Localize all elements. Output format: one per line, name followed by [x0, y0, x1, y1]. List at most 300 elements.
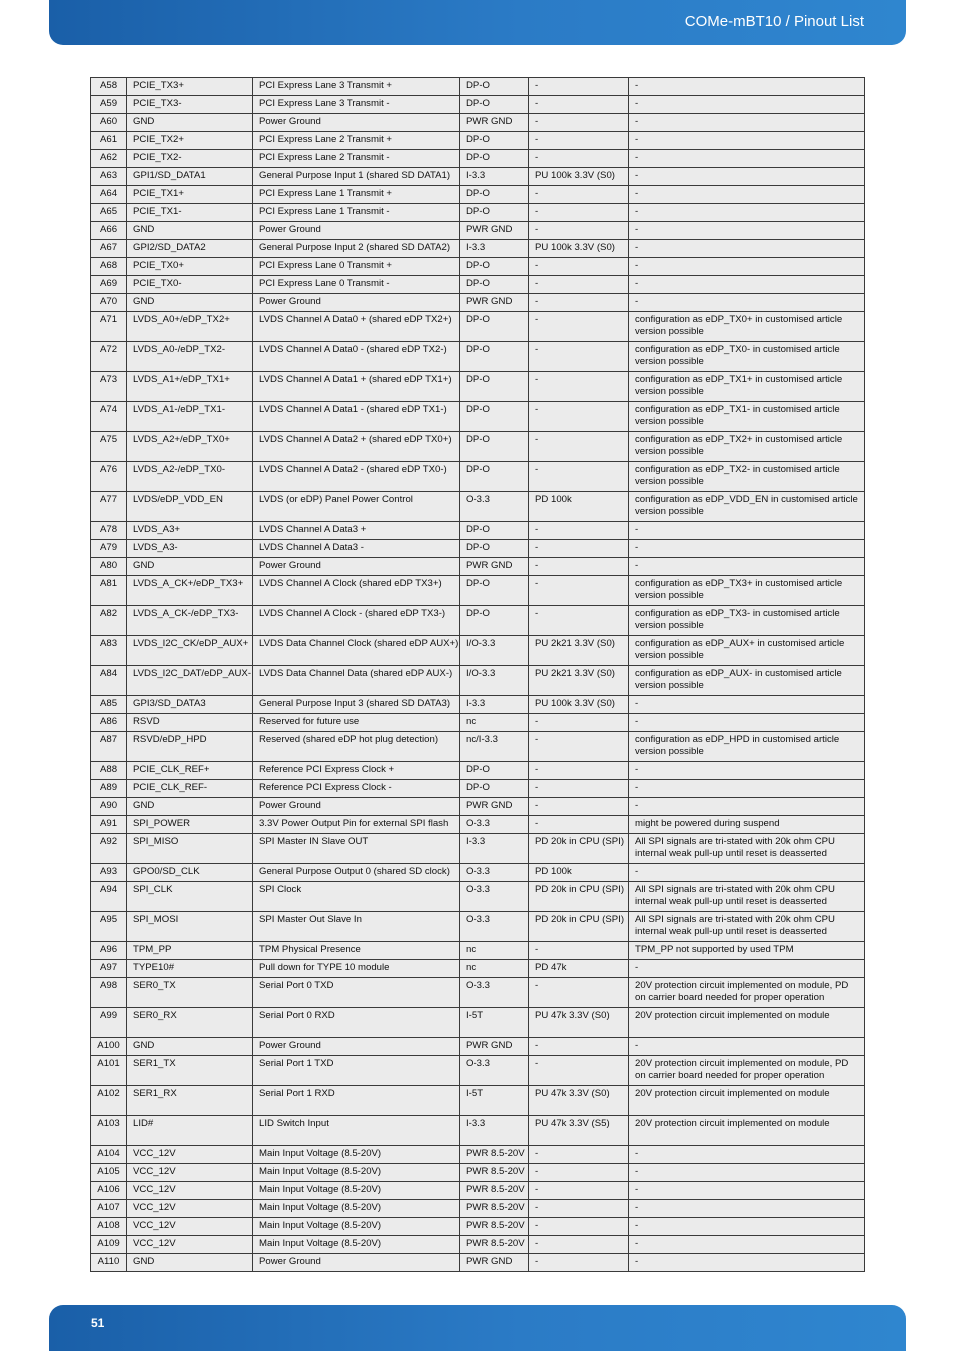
- table-row: [91, 1038, 865, 1056]
- signal-cell: LVDS_A3-: [127, 540, 253, 558]
- pin-cell: A83: [91, 636, 127, 666]
- description-cell: SPI Master IN Slave OUT: [253, 834, 460, 864]
- table-row: [91, 606, 865, 636]
- pin-cell: A63: [91, 168, 127, 186]
- table-row: [91, 240, 865, 258]
- signal-cell: LVDS_A_CK-/eDP_TX3-: [127, 606, 253, 636]
- pin-cell: A72: [91, 342, 127, 372]
- signal-cell: GND: [127, 294, 253, 312]
- pin-cell: A81: [91, 576, 127, 606]
- comment-cell: configuration as eDP_AUX+ in customised article version possible: [629, 636, 865, 666]
- pin-cell: A60: [91, 114, 127, 132]
- pin-cell: A98: [91, 978, 127, 1008]
- pin-cell: A58: [91, 78, 127, 96]
- description-cell: Main Input Voltage (8.5-20V): [253, 1164, 460, 1182]
- comment-cell: configuration as eDP_HPD in customised article version possible: [629, 732, 865, 762]
- signal-cell: PCIE_TX2-: [127, 150, 253, 168]
- type-cell: DP-O: [460, 432, 529, 462]
- pin-cell: A107: [91, 1200, 127, 1218]
- termination-cell: -: [529, 540, 629, 558]
- description-cell: LVDS Channel A Data0 + (shared eDP TX2+): [253, 312, 460, 342]
- table-row: [91, 1218, 865, 1236]
- pin-cell: A78: [91, 522, 127, 540]
- termination-cell: -: [529, 462, 629, 492]
- termination-cell: PU 47k 3.3V (S0): [529, 1086, 629, 1116]
- table-row: [91, 132, 865, 150]
- table-row: [91, 1008, 865, 1038]
- type-cell: O-3.3: [460, 864, 529, 882]
- termination-cell: PD 100k: [529, 864, 629, 882]
- table-row: [91, 114, 865, 132]
- pin-cell: A76: [91, 462, 127, 492]
- table-row: [91, 762, 865, 780]
- pin-cell: A105: [91, 1164, 127, 1182]
- comment-cell: -: [629, 114, 865, 132]
- signal-cell: RSVD/eDP_HPD: [127, 732, 253, 762]
- description-cell: LVDS Channel A Data1 + (shared eDP TX1+): [253, 372, 460, 402]
- type-cell: PWR 8.5-20V: [460, 1200, 529, 1218]
- table-row: [91, 78, 865, 96]
- type-cell: DP-O: [460, 258, 529, 276]
- type-cell: O-3.3: [460, 882, 529, 912]
- signal-cell: GND: [127, 798, 253, 816]
- description-cell: LVDS Channel A Data0 - (shared eDP TX2-): [253, 342, 460, 372]
- table-row: [91, 912, 865, 942]
- pin-cell: A65: [91, 204, 127, 222]
- description-cell: Main Input Voltage (8.5-20V): [253, 1218, 460, 1236]
- termination-cell: -: [529, 816, 629, 834]
- comment-cell: -: [629, 204, 865, 222]
- pin-cell: A68: [91, 258, 127, 276]
- pin-cell: A79: [91, 540, 127, 558]
- signal-cell: PCIE_CLK_REF-: [127, 780, 253, 798]
- table-row: [91, 96, 865, 114]
- table-row: [91, 1182, 865, 1200]
- description-cell: SPI Clock: [253, 882, 460, 912]
- signal-cell: SER0_RX: [127, 1008, 253, 1038]
- pin-cell: A74: [91, 402, 127, 432]
- type-cell: PWR 8.5-20V: [460, 1236, 529, 1254]
- table-row: [91, 666, 865, 696]
- termination-cell: -: [529, 276, 629, 294]
- table-row: [91, 276, 865, 294]
- termination-cell: -: [529, 1218, 629, 1236]
- table-row: [91, 432, 865, 462]
- type-cell: I/O-3.3: [460, 666, 529, 696]
- description-cell: Power Ground: [253, 294, 460, 312]
- comment-cell: -: [629, 276, 865, 294]
- signal-cell: GND: [127, 222, 253, 240]
- termination-cell: -: [529, 1254, 629, 1272]
- type-cell: DP-O: [460, 186, 529, 204]
- pin-cell: A94: [91, 882, 127, 912]
- table-row: [91, 942, 865, 960]
- pin-cell: A103: [91, 1116, 127, 1146]
- type-cell: O-3.3: [460, 912, 529, 942]
- description-cell: LID Switch Input: [253, 1116, 460, 1146]
- termination-cell: -: [529, 606, 629, 636]
- table-row: [91, 258, 865, 276]
- comment-cell: -: [629, 150, 865, 168]
- signal-cell: VCC_12V: [127, 1236, 253, 1254]
- table-row: [91, 960, 865, 978]
- table-row: [91, 204, 865, 222]
- pin-cell: A87: [91, 732, 127, 762]
- description-cell: LVDS Channel A Clock (shared eDP TX3+): [253, 576, 460, 606]
- table-row: [91, 558, 865, 576]
- pin-cell: A109: [91, 1236, 127, 1254]
- termination-cell: -: [529, 1164, 629, 1182]
- signal-cell: LVDS_A0-/eDP_TX2-: [127, 342, 253, 372]
- termination-cell: -: [529, 372, 629, 402]
- type-cell: I/O-3.3: [460, 636, 529, 666]
- termination-cell: -: [529, 114, 629, 132]
- pin-cell: A61: [91, 132, 127, 150]
- termination-cell: PU 100k 3.3V (S0): [529, 168, 629, 186]
- signal-cell: PCIE_TX3+: [127, 78, 253, 96]
- signal-cell: SER1_TX: [127, 1056, 253, 1086]
- comment-cell: -: [629, 780, 865, 798]
- type-cell: I-3.3: [460, 1116, 529, 1146]
- type-cell: DP-O: [460, 780, 529, 798]
- table-row: [91, 1086, 865, 1116]
- table-row: [91, 1056, 865, 1086]
- termination-cell: -: [529, 132, 629, 150]
- signal-cell: TPM_PP: [127, 942, 253, 960]
- termination-cell: -: [529, 78, 629, 96]
- termination-cell: PU 47k 3.3V (S0): [529, 1008, 629, 1038]
- comment-cell: configuration as eDP_TX0- in customised article version possible: [629, 342, 865, 372]
- type-cell: I-3.3: [460, 696, 529, 714]
- comment-cell: -: [629, 540, 865, 558]
- table-row: [91, 864, 865, 882]
- description-cell: Serial Port 0 RXD: [253, 1008, 460, 1038]
- table-row: [91, 342, 865, 372]
- description-cell: General Purpose Input 2 (shared SD DATA2): [253, 240, 460, 258]
- table-row: [91, 294, 865, 312]
- comment-cell: -: [629, 168, 865, 186]
- type-cell: PWR 8.5-20V: [460, 1218, 529, 1236]
- table-row: [91, 402, 865, 432]
- comment-cell: -: [629, 696, 865, 714]
- termination-cell: -: [529, 1200, 629, 1218]
- pin-cell: A106: [91, 1182, 127, 1200]
- comment-cell: -: [629, 222, 865, 240]
- signal-cell: PCIE_TX3-: [127, 96, 253, 114]
- type-cell: DP-O: [460, 150, 529, 168]
- table-row: [91, 522, 865, 540]
- description-cell: Power Ground: [253, 222, 460, 240]
- signal-cell: SER1_RX: [127, 1086, 253, 1116]
- document-title: COMe-mBT10 / Pinout List: [684, 13, 864, 30]
- termination-cell: -: [529, 342, 629, 372]
- description-cell: LVDS (or eDP) Panel Power Control: [253, 492, 460, 522]
- table-row: [91, 882, 865, 912]
- comment-cell: configuration as eDP_TX3+ in customised article version possible: [629, 576, 865, 606]
- termination-cell: -: [529, 522, 629, 540]
- termination-cell: -: [529, 204, 629, 222]
- description-cell: Power Ground: [253, 1038, 460, 1056]
- type-cell: I-5T: [460, 1008, 529, 1038]
- type-cell: I-5T: [460, 1086, 529, 1116]
- pin-cell: A91: [91, 816, 127, 834]
- type-cell: DP-O: [460, 606, 529, 636]
- termination-cell: -: [529, 762, 629, 780]
- description-cell: PCI Express Lane 3 Transmit +: [253, 78, 460, 96]
- table-row: [91, 780, 865, 798]
- description-cell: LVDS Channel A Clock - (shared eDP TX3-): [253, 606, 460, 636]
- description-cell: LVDS Data Channel Clock (shared eDP AUX+): [253, 636, 460, 666]
- description-cell: PCI Express Lane 0 Transmit +: [253, 258, 460, 276]
- pin-cell: A71: [91, 312, 127, 342]
- table-row: [91, 1116, 865, 1146]
- pin-cell: A97: [91, 960, 127, 978]
- description-cell: Reference PCI Express Clock +: [253, 762, 460, 780]
- signal-cell: LVDS_I2C_CK/eDP_AUX+: [127, 636, 253, 666]
- comment-cell: -: [629, 186, 865, 204]
- type-cell: DP-O: [460, 276, 529, 294]
- comment-cell: -: [629, 558, 865, 576]
- description-cell: Power Ground: [253, 558, 460, 576]
- description-cell: 3.3V Power Output Pin for external SPI flash: [253, 816, 460, 834]
- table-row: [91, 696, 865, 714]
- termination-cell: PD 100k: [529, 492, 629, 522]
- type-cell: nc: [460, 714, 529, 732]
- termination-cell: -: [529, 978, 629, 1008]
- comment-cell: All SPI signals are tri-stated with 20k ohm CPU internal weak pull-up until reset is deasserted: [629, 834, 865, 864]
- termination-cell: PU 100k 3.3V (S0): [529, 240, 629, 258]
- description-cell: PCI Express Lane 0 Transmit -: [253, 276, 460, 294]
- signal-cell: RSVD: [127, 714, 253, 732]
- signal-cell: GPI1/SD_DATA1: [127, 168, 253, 186]
- type-cell: DP-O: [460, 132, 529, 150]
- pin-cell: A64: [91, 186, 127, 204]
- type-cell: PWR GND: [460, 114, 529, 132]
- termination-cell: -: [529, 1038, 629, 1056]
- termination-cell: -: [529, 402, 629, 432]
- description-cell: Main Input Voltage (8.5-20V): [253, 1182, 460, 1200]
- table-row: [91, 732, 865, 762]
- termination-cell: PU 2k21 3.3V (S0): [529, 666, 629, 696]
- description-cell: Main Input Voltage (8.5-20V): [253, 1146, 460, 1164]
- signal-cell: PCIE_TX2+: [127, 132, 253, 150]
- comment-cell: configuration as eDP_TX2+ in customised article version possible: [629, 432, 865, 462]
- pin-cell: A59: [91, 96, 127, 114]
- type-cell: I-3.3: [460, 240, 529, 258]
- type-cell: DP-O: [460, 78, 529, 96]
- pin-cell: A86: [91, 714, 127, 732]
- comment-cell: 20V protection circuit implemented on module: [629, 1008, 865, 1038]
- signal-cell: PCIE_CLK_REF+: [127, 762, 253, 780]
- comment-cell: -: [629, 1218, 865, 1236]
- pinout-table-body: [91, 78, 865, 1272]
- type-cell: DP-O: [460, 312, 529, 342]
- table-row: [91, 1236, 865, 1254]
- table-row: [91, 576, 865, 606]
- comment-cell: -: [629, 798, 865, 816]
- comment-cell: -: [629, 78, 865, 96]
- signal-cell: GND: [127, 1038, 253, 1056]
- table-row: [91, 714, 865, 732]
- termination-cell: PU 47k 3.3V (S5): [529, 1116, 629, 1146]
- comment-cell: configuration as eDP_AUX- in customised article version possible: [629, 666, 865, 696]
- table-row: [91, 978, 865, 1008]
- comment-cell: -: [629, 1200, 865, 1218]
- termination-cell: -: [529, 1146, 629, 1164]
- signal-cell: GND: [127, 1254, 253, 1272]
- type-cell: PWR GND: [460, 222, 529, 240]
- pin-cell: A104: [91, 1146, 127, 1164]
- termination-cell: PU 2k21 3.3V (S0): [529, 636, 629, 666]
- comment-cell: -: [629, 132, 865, 150]
- pin-cell: A62: [91, 150, 127, 168]
- pin-cell: A108: [91, 1218, 127, 1236]
- pin-cell: A102: [91, 1086, 127, 1116]
- termination-cell: -: [529, 798, 629, 816]
- description-cell: LVDS Channel A Data2 - (shared eDP TX0-): [253, 462, 460, 492]
- comment-cell: -: [629, 240, 865, 258]
- signal-cell: VCC_12V: [127, 1164, 253, 1182]
- pin-cell: A67: [91, 240, 127, 258]
- pin-cell: A99: [91, 1008, 127, 1038]
- signal-cell: LVDS_I2C_DAT/eDP_AUX-: [127, 666, 253, 696]
- table-row: [91, 462, 865, 492]
- type-cell: PWR 8.5-20V: [460, 1146, 529, 1164]
- description-cell: SPI Master Out Slave In: [253, 912, 460, 942]
- pin-cell: A88: [91, 762, 127, 780]
- comment-cell: 20V protection circuit implemented on module: [629, 1086, 865, 1116]
- comment-cell: -: [629, 294, 865, 312]
- description-cell: PCI Express Lane 3 Transmit -: [253, 96, 460, 114]
- description-cell: Power Ground: [253, 1254, 460, 1272]
- pin-cell: A96: [91, 942, 127, 960]
- table-row: [91, 1164, 865, 1182]
- page-number: 51: [91, 1316, 105, 1330]
- termination-cell: -: [529, 1236, 629, 1254]
- comment-cell: -: [629, 1254, 865, 1272]
- termination-cell: PD 20k in CPU (SPI): [529, 834, 629, 864]
- signal-cell: GPO0/SD_CLK: [127, 864, 253, 882]
- description-cell: Reserved for future use: [253, 714, 460, 732]
- signal-cell: SPI_MISO: [127, 834, 253, 864]
- comment-cell: -: [629, 714, 865, 732]
- pin-cell: A85: [91, 696, 127, 714]
- termination-cell: -: [529, 432, 629, 462]
- pin-cell: A70: [91, 294, 127, 312]
- table-row: [91, 816, 865, 834]
- type-cell: DP-O: [460, 96, 529, 114]
- comment-cell: TPM_PP not supported by used TPM: [629, 942, 865, 960]
- pin-cell: A95: [91, 912, 127, 942]
- pin-cell: A84: [91, 666, 127, 696]
- table-row: [91, 168, 865, 186]
- termination-cell: -: [529, 294, 629, 312]
- comment-cell: All SPI signals are tri-stated with 20k ohm CPU internal weak pull-up until reset is deasserted: [629, 882, 865, 912]
- description-cell: TPM Physical Presence: [253, 942, 460, 960]
- signal-cell: TYPE10#: [127, 960, 253, 978]
- type-cell: nc: [460, 960, 529, 978]
- signal-cell: GND: [127, 558, 253, 576]
- pin-cell: A92: [91, 834, 127, 864]
- signal-cell: LVDS_A1+/eDP_TX1+: [127, 372, 253, 402]
- description-cell: LVDS Channel A Data2 + (shared eDP TX0+): [253, 432, 460, 462]
- type-cell: PWR GND: [460, 294, 529, 312]
- signal-cell: PCIE_TX1-: [127, 204, 253, 222]
- table-row: [91, 636, 865, 666]
- footer-band: [49, 1305, 906, 1351]
- table-row: [91, 1254, 865, 1272]
- signal-cell: GPI2/SD_DATA2: [127, 240, 253, 258]
- termination-cell: -: [529, 312, 629, 342]
- signal-cell: LVDS_A1-/eDP_TX1-: [127, 402, 253, 432]
- table-row: [91, 372, 865, 402]
- description-cell: Power Ground: [253, 798, 460, 816]
- description-cell: Reference PCI Express Clock -: [253, 780, 460, 798]
- pin-cell: A101: [91, 1056, 127, 1086]
- description-cell: LVDS Channel A Data3 -: [253, 540, 460, 558]
- table-row: [91, 150, 865, 168]
- description-cell: General Purpose Output 0 (shared SD clock): [253, 864, 460, 882]
- type-cell: DP-O: [460, 342, 529, 372]
- type-cell: DP-O: [460, 372, 529, 402]
- type-cell: DP-O: [460, 522, 529, 540]
- description-cell: Power Ground: [253, 114, 460, 132]
- table-row: [91, 312, 865, 342]
- signal-cell: LVDS_A2+/eDP_TX0+: [127, 432, 253, 462]
- signal-cell: GPI3/SD_DATA3: [127, 696, 253, 714]
- type-cell: DP-O: [460, 576, 529, 606]
- table-row: [91, 834, 865, 864]
- termination-cell: -: [529, 1182, 629, 1200]
- comment-cell: -: [629, 522, 865, 540]
- termination-cell: -: [529, 780, 629, 798]
- header-band: [49, 0, 906, 45]
- type-cell: DP-O: [460, 540, 529, 558]
- description-cell: Serial Port 1 TXD: [253, 1056, 460, 1086]
- type-cell: PWR 8.5-20V: [460, 1182, 529, 1200]
- type-cell: nc: [460, 942, 529, 960]
- comment-cell: configuration as eDP_VDD_EN in customised article version possible: [629, 492, 865, 522]
- pin-cell: A90: [91, 798, 127, 816]
- termination-cell: -: [529, 222, 629, 240]
- termination-cell: -: [529, 1056, 629, 1086]
- table-row: [91, 222, 865, 240]
- signal-cell: GND: [127, 114, 253, 132]
- signal-cell: LID#: [127, 1116, 253, 1146]
- type-cell: O-3.3: [460, 492, 529, 522]
- table-row: [91, 492, 865, 522]
- description-cell: PCI Express Lane 1 Transmit +: [253, 186, 460, 204]
- signal-cell: PCIE_TX1+: [127, 186, 253, 204]
- termination-cell: PU 100k 3.3V (S0): [529, 696, 629, 714]
- type-cell: O-3.3: [460, 1056, 529, 1086]
- signal-cell: VCC_12V: [127, 1182, 253, 1200]
- type-cell: DP-O: [460, 762, 529, 780]
- termination-cell: PD 20k in CPU (SPI): [529, 882, 629, 912]
- comment-cell: -: [629, 1182, 865, 1200]
- description-cell: Main Input Voltage (8.5-20V): [253, 1236, 460, 1254]
- comment-cell: -: [629, 960, 865, 978]
- pin-cell: A75: [91, 432, 127, 462]
- signal-cell: VCC_12V: [127, 1146, 253, 1164]
- type-cell: PWR GND: [460, 1254, 529, 1272]
- comment-cell: -: [629, 258, 865, 276]
- type-cell: PWR GND: [460, 558, 529, 576]
- termination-cell: -: [529, 942, 629, 960]
- description-cell: Serial Port 1 RXD: [253, 1086, 460, 1116]
- comment-cell: configuration as eDP_TX2- in customised article version possible: [629, 462, 865, 492]
- table-row: [91, 540, 865, 558]
